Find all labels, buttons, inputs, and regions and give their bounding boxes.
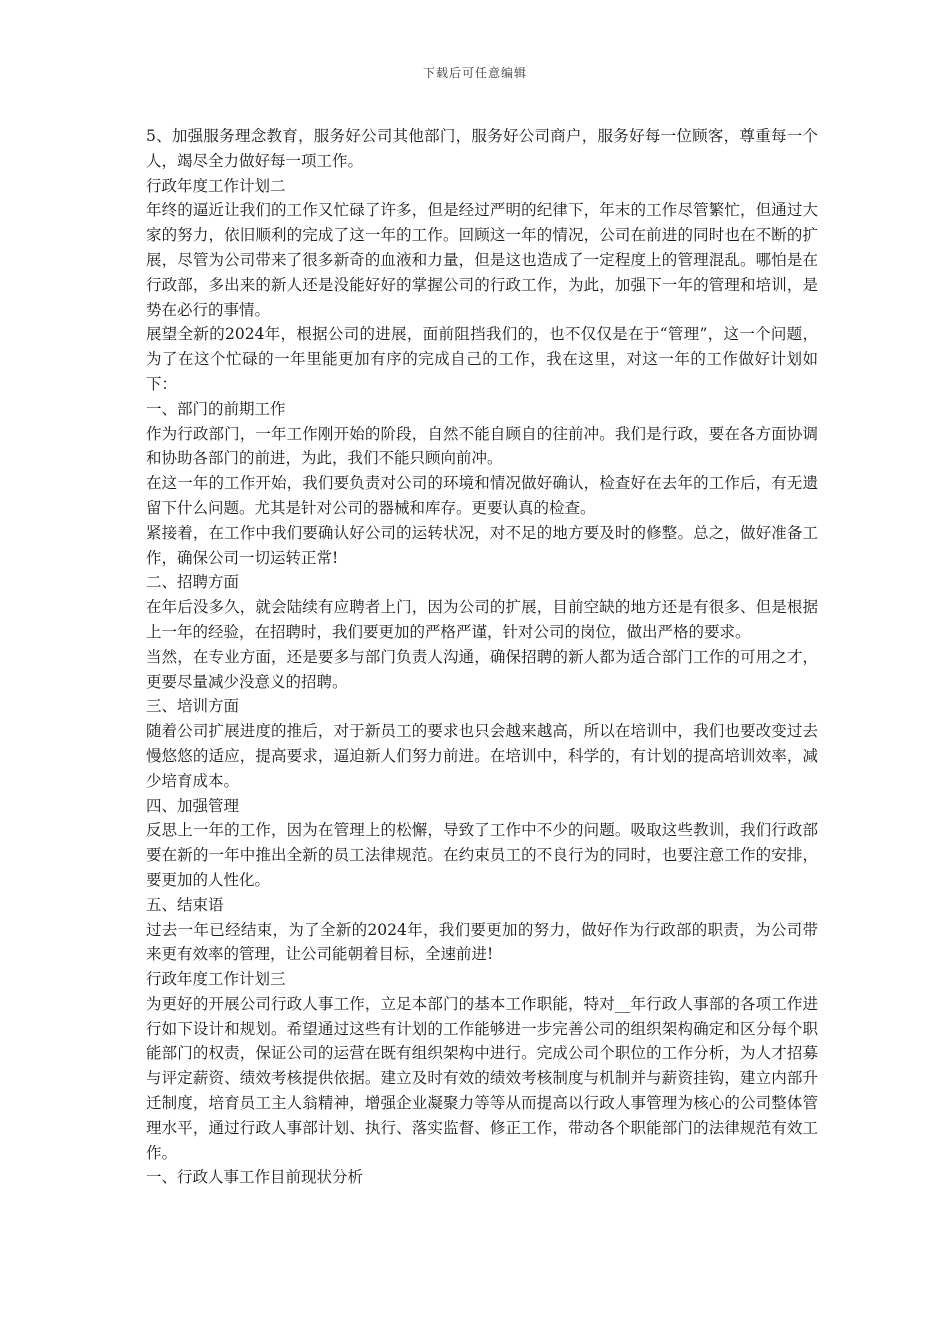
section-heading: 行政年度工作计划二 bbox=[146, 176, 286, 195]
page-header: 下载后可任意编辑 bbox=[422, 66, 527, 80]
paragraph: 紧接着，在工作中我们要确认好公司的运转状况，对不足的地方要及时的修整。总之，做好准备工作，确保公司一切运转正常! bbox=[146, 523, 818, 567]
paragraph: 在年后没多久，就会陆续有应聘者上门，因为公司的扩展，目前空缺的地方还是有很多、但是根据上一年的经验，在招聘时，我们要更加的严格严谨，针对公司的岗位，做出严格的要求。 bbox=[146, 598, 818, 641]
paragraph: 当然，在专业方面，还是要多与部门负责人沟通，确保招聘的新人都为适合部门工作的可用之才，更要尽量减少没意义的招聘。 bbox=[146, 647, 818, 691]
section-heading: 四、加强管理 bbox=[146, 796, 240, 815]
paragraph: 展望全新的2024年，根据公司的进展，面前阻挡我们的，也不仅仅是在于“管理”，这一个问题，为了在这个忙碌的一年里能更加有序的完成自己的工作，我在这里，对这一年的工作做好计划如下： bbox=[146, 325, 818, 393]
paragraph: 为更好的开展公司行政人事工作，立足本部门的基本工作职能，特对__年行政人事部的各项工作进行如下设计和规划。希望通过这些有计划的工作能够进一步完善公司的组织架构确定和区分每个职能部门的权责，保证公司的运营在既有组织架构中进行。完成公司个职位的工作分析，为人才招募与评定薪资、绩效考核提供依据。建立及时有效的绩效考核制度与机制并与薪资挂钩，建立内部升迁制度，培育员工主人翁精神，增强企业凝聚力等等从而提高以行政人事管理为核心的公司整体管理水平，通过行政人事部计划、执行、落实监督、修正工作，带动各个职能部门的法律规范有效工作。 bbox=[146, 994, 818, 1162]
paragraph: 随着公司扩展进度的推后，对于新员工的要求也只会越来越高，所以在培训中，我们也要改变过去慢悠悠的适应，提高要求，逼迫新人们努力前进。在培训中，科学的，有计划的提高培训效率，减少培育成本。 bbox=[146, 722, 818, 790]
document-body bbox=[146, 124, 818, 1190]
section-heading: 一、部门的前期工作 bbox=[146, 399, 286, 418]
paragraph: 反思上一年的工作，因为在管理上的松懈，导致了工作中不少的问题。吸取这些教训，我们行政部要在新的一年中推出全新的员工法律规范。在约束员工的不良行为的同时，也要注意工作的安排，要更加的人性化。 bbox=[146, 821, 818, 889]
section-heading: 行政年度工作计划三 bbox=[146, 970, 286, 989]
section-heading: 一、行政人事工作目前现状分析 bbox=[146, 1168, 364, 1187]
paragraph: 作为行政部门，一年工作刚开始的阶段，自然不能自顾自的往前冲。我们是行政，要在各方面协调和协助各部门的前进，为此，我们不能只顾向前冲。 bbox=[146, 424, 818, 468]
section-heading: 五、结束语 bbox=[146, 895, 224, 914]
paragraph: 年终的逼近让我们的工作又忙碌了许多，但是经过严明的纪律下，年末的工作尽管繁忙，但通过大家的努力，依旧顺利的完成了这一年的工作。回顾这一年的情况，公司在前进的同时也在不断的扩展，尽管为公司带来了很多新奇的血液和力量，但是这也造成了一定程度上的管理混乱。哪怕是在行政部，多出来的新人还是没能好好的掌握公司的行政工作，为此，加强下一年的管理和培训，是势在必行的事情。 bbox=[146, 201, 818, 319]
paragraph: 在这一年的工作开始，我们要负责对公司的环境和情况做好确认，检查好在去年的工作后，有无遗留下什么问题。尤其是针对公司的器械和库存。更要认真的检查。 bbox=[146, 474, 818, 517]
section-heading: 二、招聘方面 bbox=[146, 573, 240, 592]
paragraph: 5、加强服务理念教育，服务好公司其他部门，服务好公司商户，服务好每一位顾客，尊重每一个人，竭尽全力做好每一项工作。 bbox=[146, 127, 818, 170]
section-heading: 三、培训方面 bbox=[146, 697, 240, 716]
paragraph: 过去一年已经结束，为了全新的2024年，我们要更加的努力，做好作为行政部的职责，为公司带来更有效率的管理，让公司能朝着目标，全速前进! bbox=[146, 920, 818, 964]
